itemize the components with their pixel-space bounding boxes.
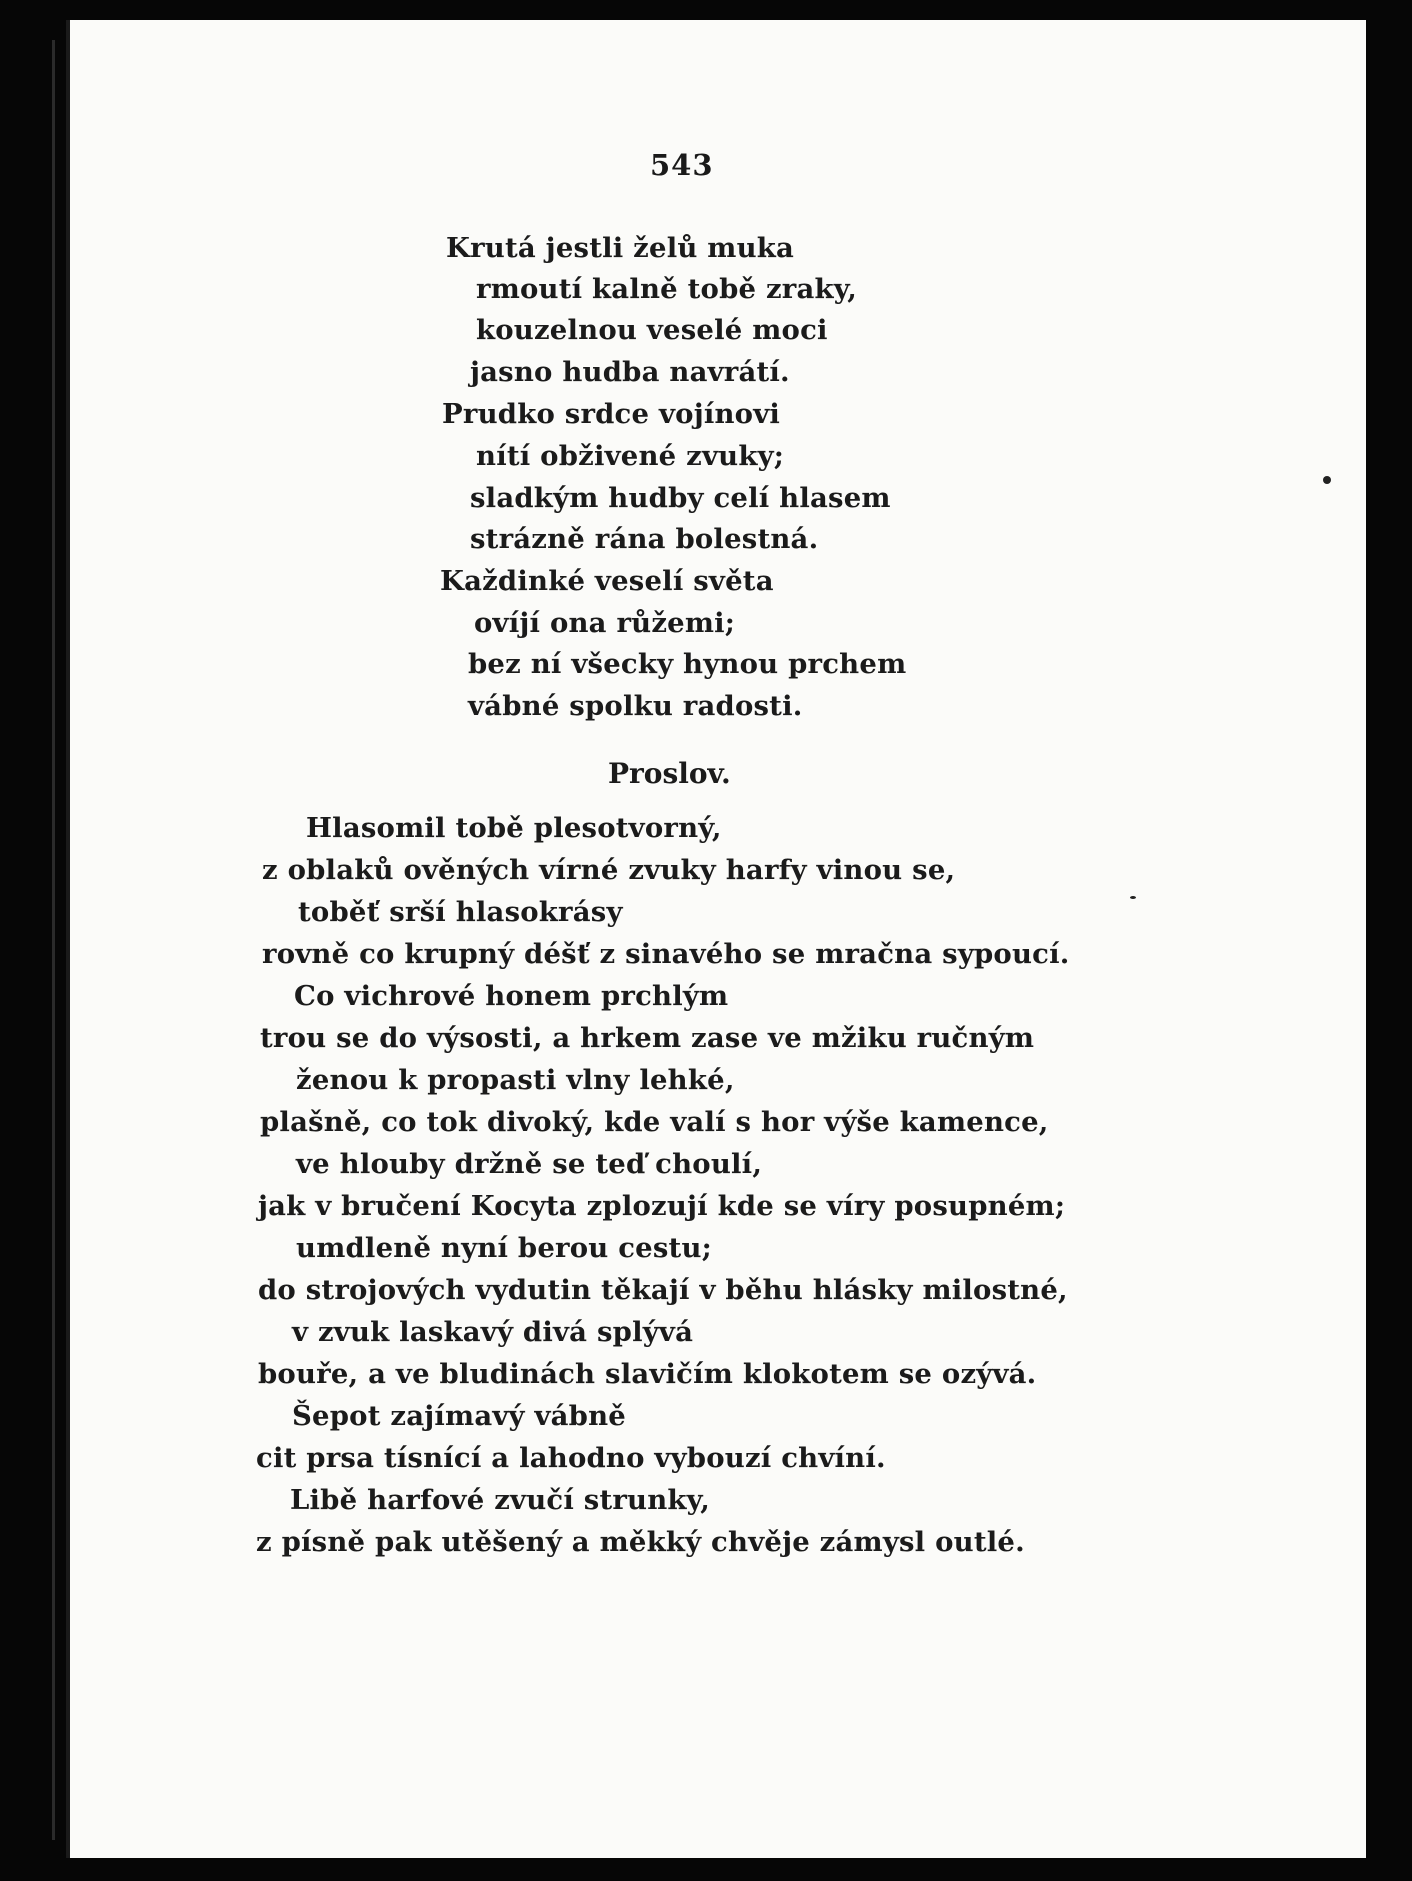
- prologue-line: z oblaků ověných vírné zvuky harfy vinou se,: [262, 854, 956, 886]
- prologue-line: ve hlouby držně se teď choulí,: [296, 1148, 763, 1180]
- prologue-line: bouře, a ve bludinách slavičím klokotem se ozývá.: [258, 1358, 1037, 1390]
- prologue-line: Libě harfové zvučí strunky,: [290, 1484, 710, 1516]
- page-number: 543: [650, 148, 714, 182]
- prologue-line: umdleně nyní berou cestu;: [296, 1232, 713, 1264]
- stanza-line: kouzelnou veselé moci: [476, 314, 828, 346]
- stanza-line: strázně rána bolestná.: [470, 523, 819, 555]
- prologue-line: toběť srší hlasokrásy: [298, 896, 623, 928]
- scan-speck: [1323, 476, 1331, 484]
- prologue-line: rovně co krupný déšť z sinavého se mračna sypoucí.: [262, 938, 1070, 970]
- stanza-line: rmoutí kalně tobě zraky,: [476, 273, 858, 305]
- stanza-line: bez ní všecky hynou prchem: [468, 648, 907, 680]
- prologue-line: v zvuk laskavý divá splývá: [292, 1316, 694, 1348]
- binding-edge: [52, 40, 55, 1840]
- prologue-line: z písně pak utěšený a měkký chvěje zámysl outlé.: [256, 1526, 1025, 1558]
- stanza-line: vábné spolku radosti.: [468, 690, 803, 722]
- stanza-line: sladkým hudby celí hlasem: [470, 482, 891, 514]
- stanza-line: jasno hudba navrátí.: [470, 356, 790, 388]
- prologue-line: Šepot zajímavý vábně: [292, 1400, 626, 1432]
- stanza-line: ovíjí ona růžemi;: [474, 607, 736, 639]
- section-heading: Proslov.: [608, 757, 731, 790]
- prologue-line: trou se do výsosti, a hrkem zase ve mžiku ručným: [260, 1022, 1035, 1054]
- stanza-line: Krutá jestli želů muka: [446, 232, 795, 264]
- prologue-line: ženou k propasti vlny lehké,: [296, 1064, 735, 1096]
- prologue-line: jak v bručení Kocyta zplozují kde se víry posupném;: [258, 1190, 1066, 1222]
- prologue-line: do strojových vydutin těkají v běhu hlásky milostné,: [258, 1274, 1068, 1306]
- stanza-line: Každinké veselí světa: [440, 565, 774, 597]
- prologue-line: Hlasomil tobě plesotvorný,: [306, 812, 722, 844]
- stanza-line: nítí obživené zvuky;: [476, 440, 785, 472]
- prologue-line: Co vichrové honem prchlým: [294, 980, 729, 1012]
- prologue-line: cit prsa tísnící a lahodno vybouzí chvíní.: [256, 1442, 886, 1474]
- scan-speck: [1130, 896, 1136, 899]
- stanza-line: Prudko srdce vojínovi: [442, 398, 781, 430]
- prologue-line: plašně, co tok divoký, kde valí s hor výše kamence,: [260, 1106, 1049, 1138]
